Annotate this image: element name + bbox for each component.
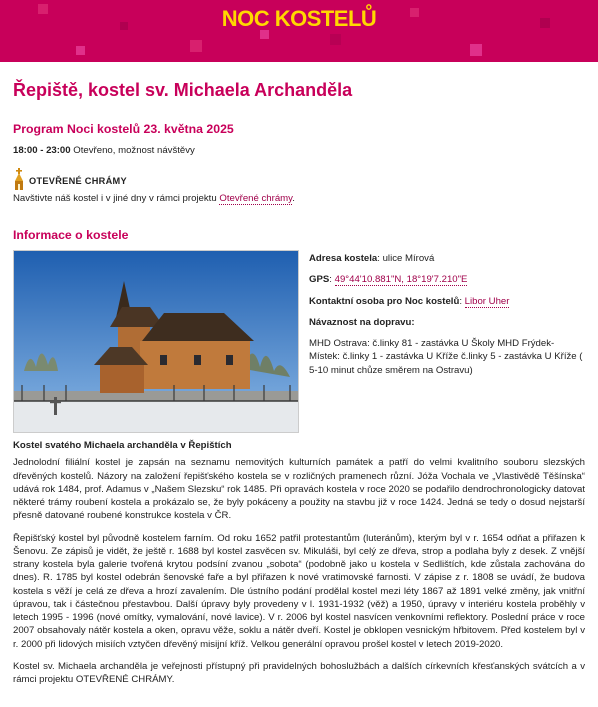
open-churches-brand [13, 168, 585, 190]
info-section [13, 250, 585, 433]
site-header [0, 0, 598, 62]
address-label: Adresa kostela [309, 253, 378, 265]
contact-link[interactable]: Libor Uher [464, 295, 510, 307]
program-status: Otevřeno, možnost návštěvy [73, 144, 195, 156]
church-spire-icon [13, 168, 25, 190]
address-row [309, 252, 585, 265]
photo-caption: Kostel svatého Michaela archanděla v Řepištích [13, 440, 232, 452]
site-logo[interactable]: NOC KOSTELŮ [221, 6, 377, 31]
address-value: : ulice Mírová [377, 253, 435, 265]
description-paragraph-3: Kostel sv. Michaela archanděla je veřejnosti přístupný při pravidelných bohoslužbách a dalších církevních křesťanských svátcích a v rámci projektu OTEVŘENÉ CHRÁMY. [13, 660, 585, 685]
info-title: Informace o kostele [13, 228, 129, 243]
contact-separator: : [459, 295, 465, 307]
transport-label: Návaznost na dopravu: [309, 316, 415, 328]
program-hours: 18:00 - 23:00 [13, 144, 71, 156]
church-photo [13, 250, 299, 433]
program-title: Program Noci kostelů 23. května 2025 [13, 121, 234, 136]
transport-text: MHD Ostrava: č.linky 81 - zastávka U Školy MHD Frýdek-Místek: č.linky 1 - zastávka U Kříže č.linky 5 - zastávka U Kříže ( 5-10 minut chůze směrem na Ostravu) [309, 338, 583, 376]
open-churches-label: OTEVŘENÉ CHRÁMY [29, 176, 127, 187]
gps-separator: : [329, 274, 335, 286]
open-churches-text-after: . [292, 193, 295, 205]
church-details [309, 250, 585, 433]
contact-label: Kontaktní osoba pro Noc kostelů [309, 295, 460, 307]
contact-row [309, 295, 585, 308]
open-churches-text [13, 192, 585, 205]
open-churches-text-before: Navštivte náš kostel i v jiné dny v rámci projektu [13, 193, 220, 205]
open-churches-link[interactable]: Otevřené chrámy [219, 193, 293, 205]
main-content [0, 78, 598, 686]
page-title: Řepiště, kostel sv. Michaela Archanděla [13, 80, 353, 100]
description-paragraph-1: Jednolodní filiální kostel je zapsán na seznamu nemovitých kulturních památek a patří do velmi kvalitního souboru slezských dřevěných kostelů. Názory na založení řepišťského kostela se v rozličných pramenech různí. Jóža Vochala ve „Vlastivědě Těšínska“ udává rok 1484, prof. Adamus v „Našem Slezsku“ rok 1485. Při opravách kostela v roce 2020 se podařilo dendrochronologicky datovat některé trámy roubení kostela a prokázalo se, že byly pokáceny a použity na stavbu již v roce 1424. Jedná se tedy o dosud nejstarší přesně datované roubené konstrukce kostela v ČR. [13, 457, 585, 522]
program-hours-row [13, 144, 585, 157]
description-paragraph-2: Řepišťský kostel byl původně kostelem farním. Od roku 1652 patřil protestantům (luteránům), kterým byl v r. 1654 odňat a přiřazen k Šenovu. Ze zápisů je vidět, že ještě r. 1688 byl kostel zasvěcen sv. Mikuláši, byl celý ze dřeva, strop a podlaha byly z desek. Z vnější strany kostela byla galerie tvořená krytou podsíní zvanou „sobota“ (podobně jako u kostela v Sedlištích, kde zůstala zachována do dnes). R. 1785 byl kostel odebrán šenovské faře a byl přiřazen k nové vratimovské farnosti. V zápise z r. 1808 se uvádí, že budova kostela s věží je celá ze dřeva a hrozí zavalením. Dle ústního podání prodělal kostel mezi léty 1867 až 1891 velké změny, jak vnitřní úpravou, tak i částečnou přestavbou. Další úpravy byly provedeny v l. 1931-1932 (věž) a 1950, úpravy v interiéru kostela proběhly v letech 1995 - 1996 (nové omítky, vymalování, nové lavice). V r. 2006 byl kostel nasvícen venkovními reflektory. Poslední práce v roce 2007 obsahovaly nátěr kostela a oken, opravu věže, soklu a nátěr dveří. Kostel je obklopen vesnickým hřbitovem. Před kostelem byl v r. 2000 při lidových misiích vztyčen dřevěný misijní kříž. Velkou generální opravou prošel kostel v letech 2019-2020. [13, 532, 585, 650]
gps-link[interactable]: 49°44'10.881"N, 18°19'7.210"E [334, 274, 468, 286]
gps-label: GPS [309, 274, 330, 286]
gps-row [309, 273, 585, 286]
